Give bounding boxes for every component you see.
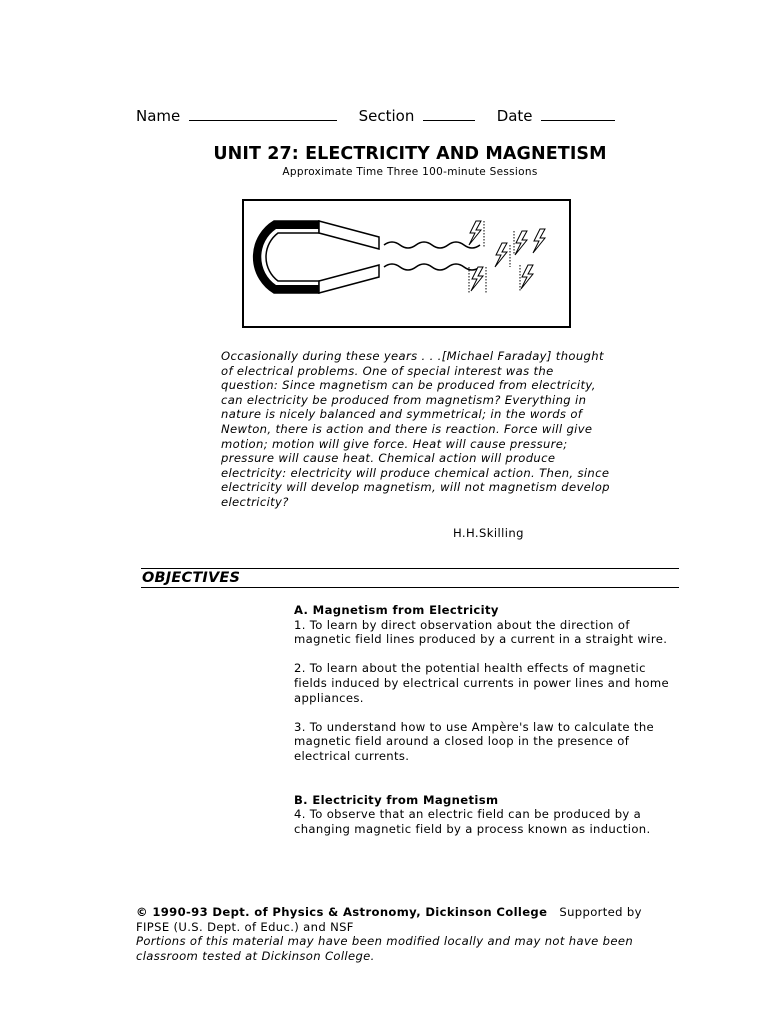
objectives-list: [294, 603, 674, 836]
page-subtitle: Approximate Time Three 100-minute Sessions: [282, 166, 538, 178]
section-b-title: B. Electricity from Magnetism: [294, 792, 499, 807]
name-label: Name: [136, 107, 181, 125]
objective-2: 2. To learn about the potential health effects of magnetic fields induced by electrical currents in power lines and home appliances.: [294, 661, 669, 705]
objective-4: 4. To observe that an electric field can be produced by a changing magnetic field by a process known as induction.: [294, 807, 651, 836]
objective-3: 3. To understand how to use Ampère's law to calculate the magnetic field around a closed loop in the presence of electrical currents.: [294, 719, 654, 763]
disclaimer-text: Portions of this material may have been modified locally and may not have been classroom tested at Dickinson College.: [136, 934, 634, 963]
section-blank: [423, 106, 475, 121]
support-text: Supported by FIPSE (U.S. Dept. of Educ.) and NSF: [136, 905, 646, 934]
objectives-rule-top: [141, 568, 679, 569]
horseshoe-magnet-with-sparks-icon: [244, 201, 569, 326]
section-a-title: A. Magnetism from Electricity: [294, 603, 499, 617]
quote-attribution: H.H.Skilling: [453, 526, 524, 540]
header-fields: [136, 106, 615, 125]
copyright-text: © 1990-93 Dept. of Physics & Astronomy, Dickinson College: [136, 905, 548, 919]
page-title: UNIT 27: ELECTRICITY AND MAGNETISM: [213, 144, 607, 164]
objectives-rule-bottom: [141, 587, 679, 588]
page-footer: [136, 905, 676, 963]
name-blank: [189, 106, 337, 121]
date-label: Date: [496, 107, 533, 125]
magnet-figure: [242, 199, 571, 328]
objective-1: 1. To learn by direct observation about the direction of magnetic field lines produced by a current in a straight wire.: [294, 617, 668, 647]
section-label: Section: [358, 107, 415, 125]
objectives-heading: OBJECTIVES: [142, 570, 241, 586]
faraday-quote: Occasionally during these years . . .[Michael Faraday] thought of electrical problems. One of special interest was the question: Since magnetism can be produced from electricity, can electricity be produced from magnetism? Everything in nature is nicely balanced and symmetrical; in the words of Newton, there is action and there is reaction. Force will give motion; motion will give force. Heat will cause pressure; pressure will cause heat. Chemical action will produce electricity: electricity will produce chemical action. Then, since electricity will develop magnetism, will not magnetism develop electricity?: [221, 349, 610, 509]
date-blank: [541, 106, 615, 121]
